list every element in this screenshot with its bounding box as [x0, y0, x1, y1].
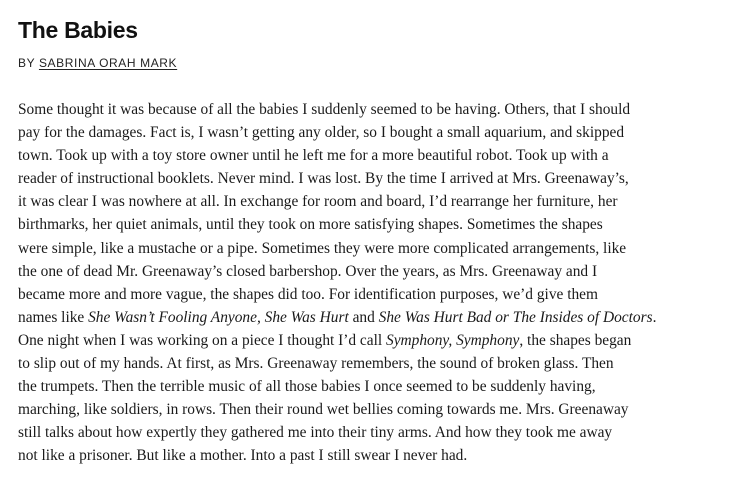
- body-text-segment: not like a prisoner. But like a mother. Into a past I still swear I never had.: [18, 447, 468, 465]
- body-text-segment: birthmarks, her quiet animals, until they took on more satisfying shapes. Sometimes the shapes: [18, 216, 603, 234]
- body-text-segment: reader of instructional booklets. Never mind. I was lost. By the time I arrived at Mrs. Greenaway’s,: [18, 170, 629, 188]
- body-line: [18, 329, 730, 352]
- italic-title-text: She Was Hurt Bad or The Insides of Doctors: [378, 308, 653, 326]
- body-text-segment: names like: [18, 308, 89, 326]
- body-line: [18, 167, 730, 190]
- body-line: [18, 444, 730, 467]
- body-line: [18, 421, 730, 444]
- body-line: [18, 352, 730, 375]
- body-line: [18, 121, 730, 144]
- byline: [18, 55, 730, 71]
- body-line: [18, 375, 730, 398]
- body-text-segment: the one of dead Mr. Greenaway’s closed barbershop. Over the years, as Mrs. Greenaway and I: [18, 262, 598, 280]
- article: [18, 14, 730, 468]
- article-body: [18, 98, 730, 468]
- body-text-segment: marching, like soldiers, in rows. Then their round wet bellies coming towards me. Mrs. Greenaway: [18, 401, 629, 419]
- body-text-segment: were simple, like a mustache or a pipe. Sometimes they were more complicated arrangements, like: [18, 239, 627, 257]
- article-title: The Babies: [18, 17, 138, 43]
- body-text-segment: town. Took up with a toy store owner until he left me for a more beautiful robot. Took up with a: [18, 147, 609, 165]
- italic-title-text: Symphony, Symphony: [386, 331, 520, 349]
- body-line: [18, 213, 730, 236]
- author-link[interactable]: SABRINA ORAH MARK: [38, 56, 178, 70]
- body-line: [18, 98, 730, 121]
- body-text-segment: and: [348, 308, 379, 326]
- body-text-segment: became more and more vague, the shapes did too. For identification purposes, we’d give them: [18, 285, 598, 303]
- byline-prefix: BY: [18, 56, 39, 70]
- body-text-segment: One night when I was working on a piece I thought I’d call: [18, 331, 386, 349]
- italic-title-text: She Wasn’t Fooling Anyone, She Was Hurt: [88, 308, 349, 326]
- body-text-segment: Some thought it was because of all the babies I suddenly seemed to be having. Others, that I should: [18, 101, 631, 118]
- body-line: [18, 398, 730, 421]
- body-line: [18, 144, 730, 167]
- body-text-segment: pay for the damages. Fact is, I wasn’t getting any older, so I bought a small aquarium, and skipped: [18, 124, 625, 142]
- body-text-segment: to slip out of my hands. At first, as Mrs. Greenaway remembers, the sound of broken glass. Then: [18, 355, 614, 373]
- body-text-segment: the trumpets. Then the terrible music of all those babies I once seemed to be suddenly having,: [18, 378, 596, 396]
- body-line: [18, 306, 730, 329]
- body-text-segment: , the shapes began: [519, 331, 632, 349]
- body-line: [18, 190, 730, 213]
- body-text-segment: still talks about how expertly they gathered me into their tiny arms. And how they took me away: [18, 424, 613, 442]
- body-text-segment: it was clear I was nowhere at all. In exchange for room and board, I’d rearrange her furniture, her: [18, 193, 618, 211]
- body-line: [18, 237, 730, 260]
- body-line: [18, 260, 730, 283]
- body-text-segment: .: [652, 308, 657, 326]
- body-line: [18, 283, 730, 306]
